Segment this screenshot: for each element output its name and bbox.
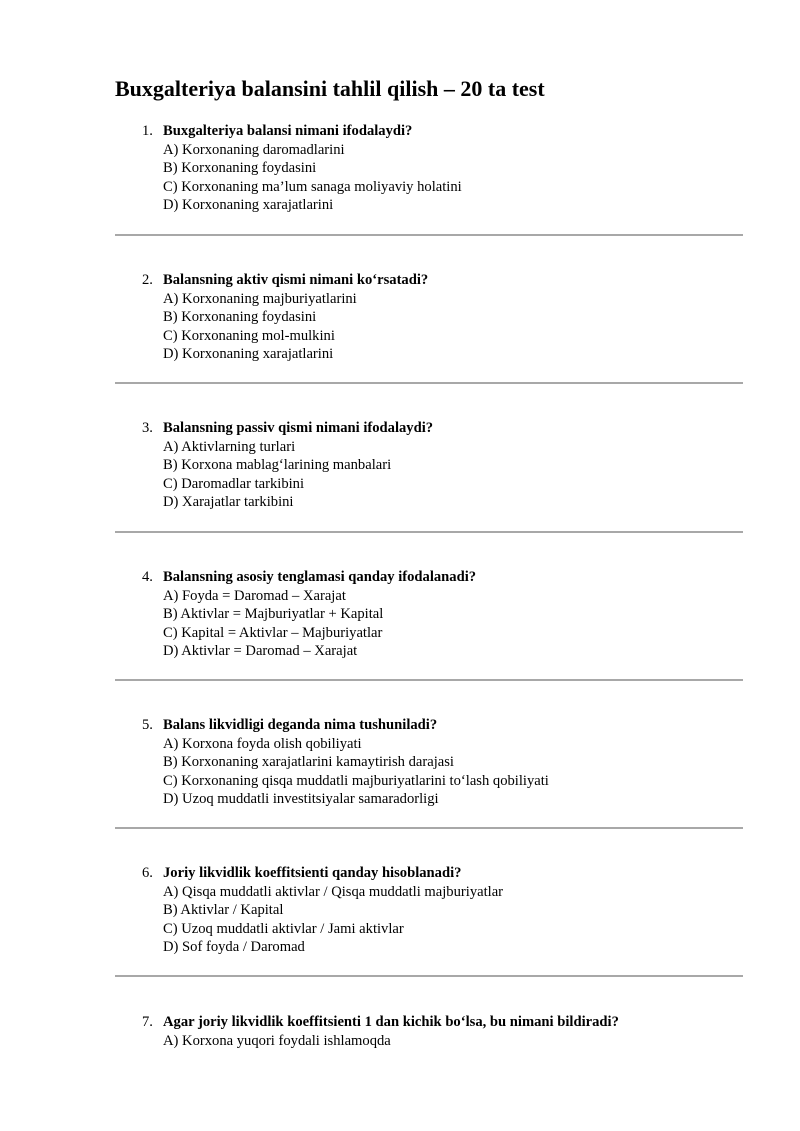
question-number: 1. xyxy=(142,123,153,139)
question-text: Balansning passiv qismi nimani ifodalaydi? xyxy=(163,420,434,436)
divider xyxy=(115,382,743,384)
divider xyxy=(115,975,743,977)
question-number: 2. xyxy=(142,272,153,288)
divider xyxy=(115,234,743,236)
answer-option-d: D) Korxonaning xarajatlarini xyxy=(163,197,334,213)
question-text: Agar joriy likvidlik koeffitsienti 1 dan kichik bo‘lsa, bu nimani bildiradi? xyxy=(163,1014,619,1030)
divider xyxy=(115,827,743,829)
answer-option-b: B) Korxona mablag‘larining manbalari xyxy=(163,457,392,473)
question-7 xyxy=(115,1013,743,1050)
question-number: 6. xyxy=(142,865,153,881)
question-text: Balans likvidligi deganda nima tushuniladi? xyxy=(163,717,438,733)
question-text: Balansning aktiv qismi nimani ko‘rsatadi? xyxy=(163,272,429,288)
answer-option-c: C) Uzoq muddatli aktivlar / Jami aktivlar xyxy=(163,920,404,937)
answer-option-a: A) Foyda = Daromad – Xarajat xyxy=(163,587,346,604)
answer-option-b: B) Aktivlar / Kapital xyxy=(163,902,284,918)
question-5 xyxy=(115,716,743,809)
answer-option-a: A) Korxona foyda olish qobiliyati xyxy=(163,735,362,752)
answer-option-c: C) Korxonaning ma’lum sanaga moliyaviy holatini xyxy=(163,178,462,195)
question-number: 5. xyxy=(142,717,153,733)
page-title: Buxgalteriya balansini tahlil qilish – 20 ta test xyxy=(115,76,545,101)
answer-option-a: A) Qisqa muddatli aktivlar / Qisqa muddatli majburiyatlar xyxy=(163,883,504,900)
answer-option-a: A) Aktivlarning turlari xyxy=(163,438,296,455)
divider xyxy=(115,679,743,681)
answer-option-b: B) Korxonaning foydasini xyxy=(163,309,317,325)
question-1 xyxy=(115,122,743,215)
answer-option-a: A) Korxona yuqori foydali ishlamoqda xyxy=(163,1032,391,1049)
answer-option-d: D) Uzoq muddatli investitsiyalar samaradorligi xyxy=(163,791,439,807)
answer-option-d: D) Aktivlar = Daromad – Xarajat xyxy=(163,643,358,659)
answer-option-b: B) Korxonaning foydasini xyxy=(163,160,317,176)
answer-option-b: B) Korxonaning xarajatlarini kamaytirish darajasi xyxy=(163,754,454,770)
answer-option-c: C) Korxonaning qisqa muddatli majburiyatlarini to‘lash qobiliyati xyxy=(163,772,549,789)
question-4 xyxy=(115,568,743,661)
divider xyxy=(115,531,743,533)
question-6 xyxy=(115,864,743,957)
question-number: 4. xyxy=(142,569,153,585)
question-text: Balansning asosiy tenglamasi qanday ifodalanadi? xyxy=(163,569,477,585)
answer-option-b: B) Aktivlar = Majburiyatlar + Kapital xyxy=(163,606,384,622)
answer-option-c: C) Korxonaning mol-mulkini xyxy=(163,327,335,344)
question-number: 7. xyxy=(142,1014,153,1030)
answer-option-a: A) Korxonaning daromadlarini xyxy=(163,141,345,158)
question-number: 3. xyxy=(142,420,153,436)
question-text: Buxgalteriya balansi nimani ifodalaydi? xyxy=(163,123,413,139)
question-2 xyxy=(115,271,743,364)
answer-option-c: C) Kapital = Aktivlar – Majburiyatlar xyxy=(163,624,383,641)
answer-option-c: C) Daromadlar tarkibini xyxy=(163,475,305,492)
answer-option-a: A) Korxonaning majburiyatlarini xyxy=(163,290,357,307)
question-text: Joriy likvidlik koeffitsienti qanday hisoblanadi? xyxy=(163,865,462,881)
question-3 xyxy=(115,419,743,512)
answer-option-d: D) Sof foyda / Daromad xyxy=(163,939,305,955)
answer-option-d: D) Korxonaning xarajatlarini xyxy=(163,346,334,362)
answer-option-d: D) Xarajatlar tarkibini xyxy=(163,494,294,510)
